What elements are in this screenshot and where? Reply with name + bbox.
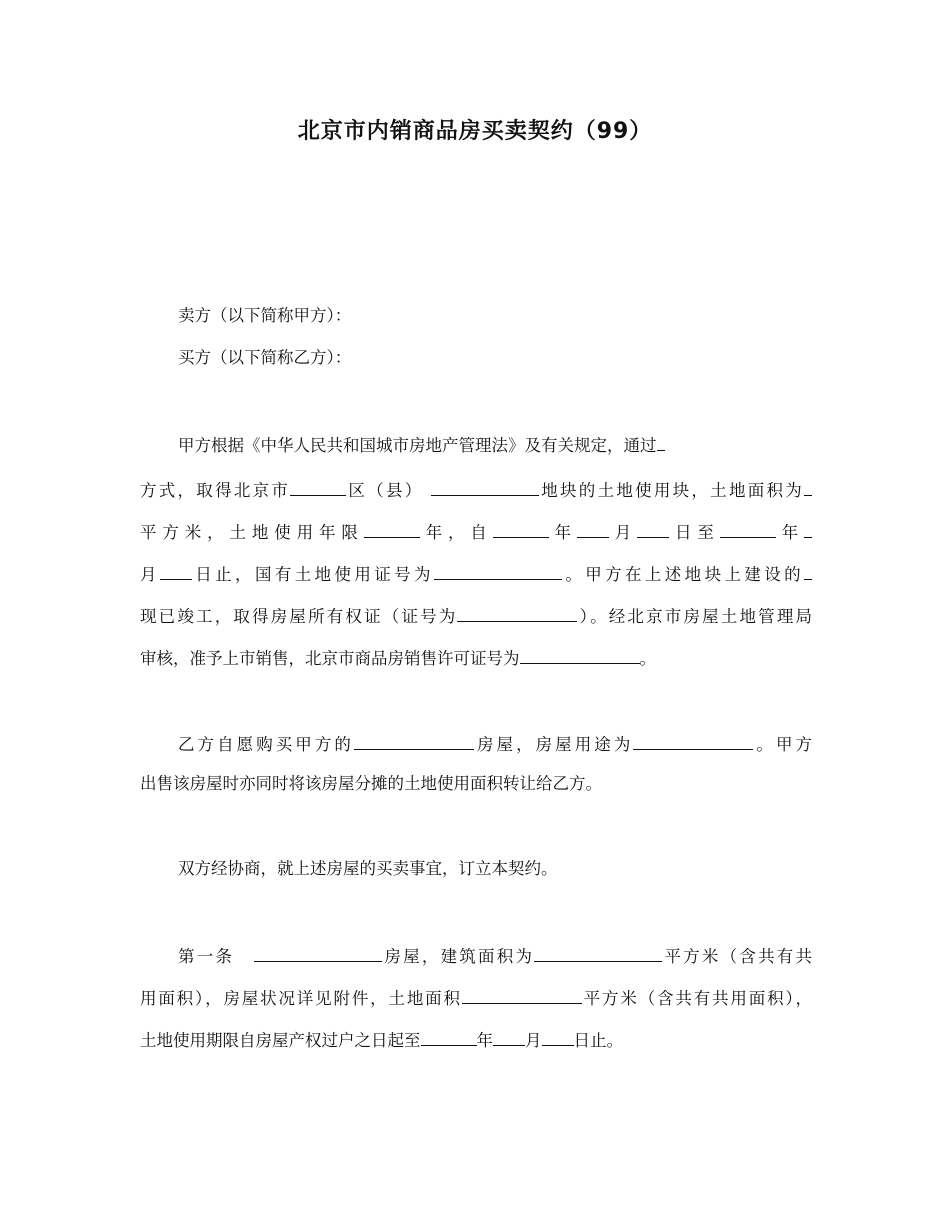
article1-text: 房屋，建筑面积为 [382,947,535,966]
article1-line-3 [140,1028,812,1052]
p1-text: 。甲方在上述地块上建设的 [561,565,805,584]
blank-field [520,646,640,664]
p1-line-1 [178,433,812,457]
p1-text: 日止，国有土地使用证号为 [191,565,434,584]
seller-line: 卖方（以下简称甲方）： [178,306,352,325]
p2-line-1 [178,732,812,756]
blank-field [421,1028,477,1046]
article-label: 第一条 [178,947,235,966]
blank-field [720,520,776,538]
p2-text: 房屋，房屋用途为 [473,735,634,754]
p1-text: 审核，准予上市销售，北京市商品房销售许可证号为 [140,649,520,668]
article1-line-2 [140,986,812,1010]
p1-text: 方式，取得北京市 [140,481,291,500]
blank-field [804,562,812,580]
blank-field [804,520,812,538]
blank-field [542,1028,574,1046]
p1-line-5 [140,604,812,628]
article1-text: 平方米（含共有共 [662,947,813,966]
blank-field [431,478,539,496]
p1-line-4 [140,562,812,586]
p2-line-2: 出售该房屋时亦同时将该房屋分摊的土地使用面积转让给乙方。 [140,774,602,793]
article1-line-1 [178,944,812,968]
p1-text: 甲方根据《中华人民共和国城市房地产管理法》及有关规定，通过 [178,436,657,455]
p1-text: 年，自 [419,523,493,542]
article1-text: 土地使用期限自房屋产权过户之日起至 [140,1031,421,1050]
p3-line-1: 双方经协商，就上述房屋的买卖事宜，订立本契约。 [178,859,558,878]
p2-text: 。甲方 [753,735,813,754]
p1-line-3 [140,520,812,544]
article1-text: 年 [476,1031,493,1050]
document-title: 北京市内销商品房买卖契约（99） [297,119,653,144]
blank-field [657,433,665,451]
p1-text: 。 [639,649,656,668]
article1-text: 平方米（含共有共用面积）， [581,989,813,1008]
p1-text: 现已竣工，取得房屋所有权证（证号为 [140,607,458,626]
blank-field [637,520,669,538]
p1-text: ）。经北京市房屋土地管理局 [577,607,813,626]
p1-text: 日至 [669,523,720,542]
p1-text: 月 [140,565,160,584]
blank-field [493,520,549,538]
blank-field [577,520,609,538]
article1-text: 日止。 [573,1031,623,1050]
p1-line-2 [140,478,812,502]
blank-field [354,732,474,750]
blank-field [633,732,753,750]
p2-text: 乙方自愿购买甲方的 [178,735,354,754]
blank-field [804,478,812,496]
blank-field [254,944,382,962]
blank-field [290,478,346,496]
blank-field [457,604,577,622]
p1-text: 区（县） [346,481,424,500]
blank-field [462,986,582,1004]
p1-text: 年 [775,523,805,542]
article1-text: 用面积），房屋状况详见附件，土地面积 [140,989,462,1008]
blank-field [493,1028,525,1046]
blank-field [160,562,192,580]
article1-text: 月 [525,1031,542,1050]
p1-text: 地块的土地使用块，土地面积为 [539,481,805,500]
blank-field [434,562,562,580]
buyer-line: 买方（以下简称乙方）： [178,348,352,367]
p1-text: 月 [608,523,638,542]
blank-field [534,944,662,962]
blank-field [364,520,420,538]
p1-text: 平方米，土地使用年限 [140,523,364,542]
p1-line-6 [140,646,812,670]
p1-text: 年 [548,523,577,542]
